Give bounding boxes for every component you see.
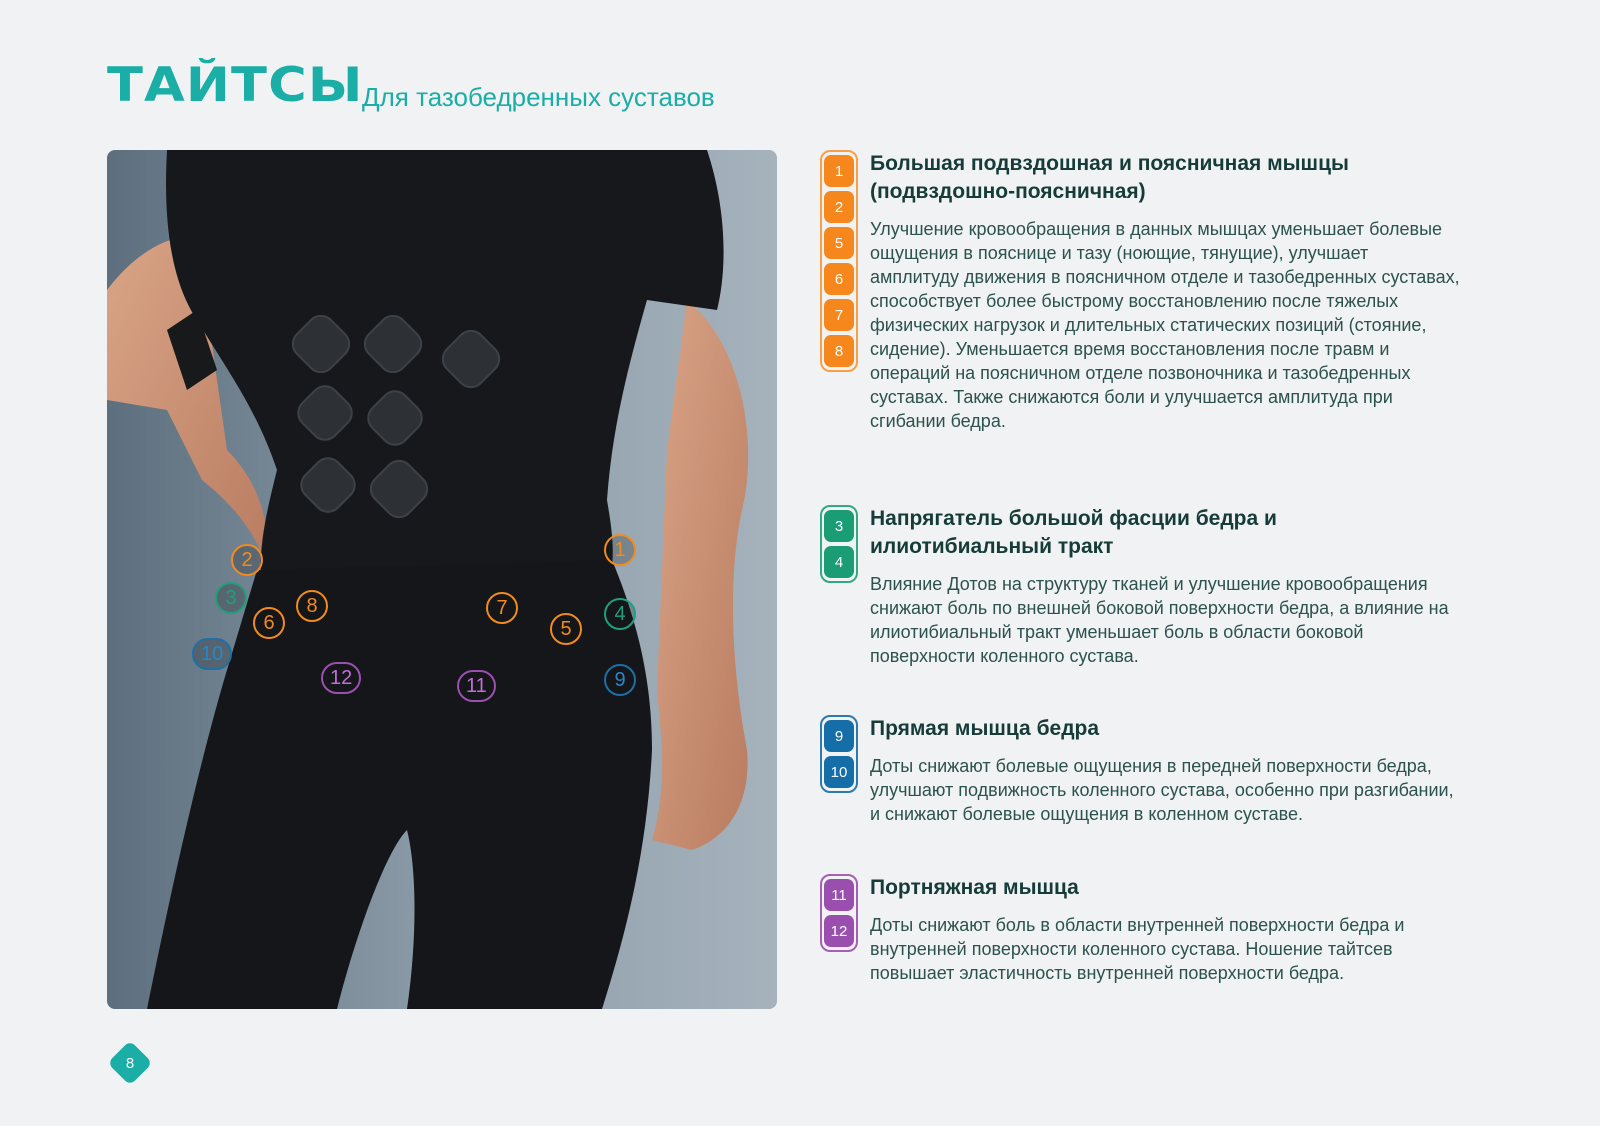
marker-3: 3	[215, 582, 247, 614]
section-body: Влияние Дотов на структуру тканей и улучшение кровообращения снижают боль по внешней боковой поверхности бедра, а влияние на илиотибиальный тракт уменьшает боль в области боковой поверхности коленного сустава.	[870, 574, 1449, 666]
section-tensor-fasciae-latae	[820, 505, 1460, 668]
badge: 4	[824, 546, 854, 578]
section-iliopsoas	[820, 150, 1460, 433]
badge: 6	[824, 263, 854, 295]
badge-group	[820, 505, 858, 583]
section-title: Напрягатель большой фасции бедра и илиотибиальный тракт	[870, 507, 1277, 558]
badge: 5	[824, 227, 854, 259]
badge: 8	[824, 335, 854, 367]
body-illustration	[107, 150, 777, 1009]
section-sartorius	[820, 874, 1460, 985]
badge: 9	[824, 720, 854, 752]
marker-2: 2	[231, 544, 263, 576]
marker-9: 9	[604, 664, 636, 696]
section-title: Большая подвздошная и поясничная мышцы (подвздошно-поясничная)	[870, 152, 1349, 203]
marker-4: 4	[604, 598, 636, 630]
section-body: Доты снижают боль в области внутренней поверхности бедра и внутренней поверхности коленного сустава. Ношение тайтсев повышает эластичность внутренней поверхности бедра.	[870, 915, 1405, 983]
badge-group	[820, 874, 858, 952]
section-title: Прямая мышца бедра	[870, 717, 1100, 740]
page-title: ТАЙТСЫ	[107, 58, 364, 113]
marker-8: 8	[296, 590, 328, 622]
marker-1: 1	[604, 534, 636, 566]
badge: 2	[824, 191, 854, 223]
marker-7: 7	[486, 592, 518, 624]
badge: 7	[824, 299, 854, 331]
section-title: Портняжная мышца	[870, 876, 1079, 899]
page-number-badge	[107, 1040, 152, 1085]
section-body: Улучшение кровообращения в данных мышцах уменьшает болевые ощущения в пояснице и тазу (ноющие, тянущие), улучшает амплитуду движения в поясничном отделе и тазобедренных суставах, способствует более быстрому восстановлению после тяжелых физических нагрузок и длительных статических позиций (стояние, сидение). Уменьшается время восстановления после травм и операций на поясничном отделе позвоночника и тазобедренных суставах. Также снижаются боли и улучшается амплитуда при сгибании бедра.	[870, 219, 1460, 431]
marker-11: 11	[457, 670, 496, 702]
marker-12: 12	[321, 662, 361, 694]
badge: 1	[824, 155, 854, 187]
badge: 11	[824, 879, 854, 911]
page-subtitle: Для тазобедренных суставов	[362, 82, 715, 112]
marker-5: 5	[550, 613, 582, 645]
marker-10: 10	[192, 638, 232, 670]
page-number: 8	[125, 1054, 135, 1072]
badge: 12	[824, 915, 854, 947]
badge: 10	[824, 756, 854, 788]
marker-6: 6	[253, 607, 285, 639]
section-rectus-femoris	[820, 715, 1460, 826]
product-photo	[107, 150, 777, 1009]
section-body: Доты снижают болевые ощущения в передней поверхности бедра, улучшают подвижность коленного сустава, особенно при разгибании, и снижают болевые ощущения в коленном суставе.	[870, 756, 1454, 824]
badge-group	[820, 715, 858, 793]
badge: 3	[824, 510, 854, 542]
badge-group	[820, 150, 858, 372]
